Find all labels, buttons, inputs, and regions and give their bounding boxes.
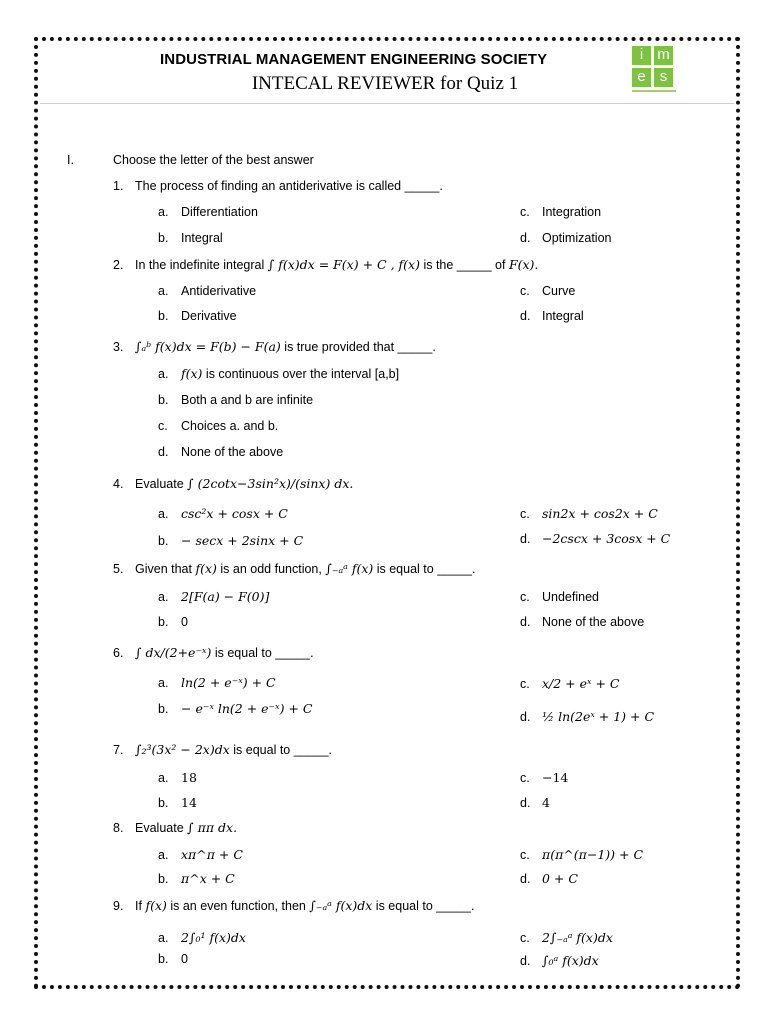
choice-letter: c. [520, 848, 530, 862]
choice-letter: a. [158, 367, 169, 381]
choice-letter: a. [158, 590, 169, 604]
choice-letter: b. [158, 534, 169, 548]
question-text [135, 257, 538, 273]
choice-letter-text: a. [158, 507, 169, 521]
choice-text: −2cscx + 3cosx + C [542, 531, 671, 546]
question-text [135, 561, 475, 577]
question-number: 7. [113, 743, 124, 757]
choice-letter: d. [520, 615, 531, 629]
question-text-part: is the _____ of [423, 258, 506, 272]
question-number: 8. [113, 821, 124, 835]
choice-letter: d. [520, 231, 531, 245]
choice-letter: a. [158, 931, 169, 945]
choice-letter: b. [158, 796, 169, 810]
choice-letter: c. [520, 771, 530, 785]
math-expression: ∫₋ₐᵃ f(x) [325, 561, 374, 576]
logo-tile: s [654, 68, 673, 87]
choice-letter: a. [158, 284, 169, 298]
choice-text: 2[F(a) − F(0)] [181, 589, 270, 604]
question-text-part: is equal to _____. [375, 899, 475, 913]
question-text-part: is equal to _____. [233, 743, 332, 757]
choice-text: π(π^(π−1)) + C [542, 847, 644, 862]
choice-letter [158, 506, 168, 522]
choice-letter: b. [158, 872, 169, 886]
choice-letter: d. [520, 532, 531, 546]
question-text-part: is an odd function, [220, 562, 322, 576]
question-number: 9. [113, 899, 124, 913]
choice-letter: d. [520, 710, 531, 724]
math-expression: ∫ (2cotx−3sin²x)/(sinx) dx. [187, 476, 354, 491]
choice-letter: d. [520, 872, 531, 886]
choice-text: 0 + C [542, 871, 578, 886]
question-text-part: is an even function, then [170, 899, 306, 913]
choice-text: Integral [181, 231, 223, 245]
choice-text: x/2 + eˣ + C [542, 676, 620, 691]
choice-text: None of the above [542, 615, 645, 629]
choice-text: ∫₀ᵃ f(x)dx [542, 953, 599, 968]
choice-letter: b. [158, 393, 169, 407]
choice-text: − secx + 2sinx + C [181, 533, 304, 548]
choice-text: ½ ln(2eˣ + 1) + C [542, 709, 655, 724]
choice-text: 14 [181, 795, 197, 810]
question-text [135, 476, 353, 492]
document-title: INTECAL REVIEWER for Quiz 1 [251, 73, 519, 94]
choice-text: Integration [542, 205, 602, 219]
choice-text: xπ^π + C [181, 847, 243, 862]
question-text-part: If [135, 899, 142, 913]
question-text-part: is equal to _____. [376, 562, 476, 576]
math-expression: ∫₂³(3x² − 2x)dx [135, 742, 230, 757]
logo-tile: e [632, 68, 651, 87]
choice-text [181, 366, 399, 382]
choice-text: Choices a. and b. [181, 419, 279, 433]
question-number: 4. [113, 477, 124, 491]
choice-text: Derivative [181, 309, 237, 323]
question-number: 5. [113, 562, 124, 576]
choice-text: sin2x + cos2x + C [542, 506, 658, 521]
choice-text: 18 [181, 770, 197, 785]
choice-letter: c. [520, 590, 530, 604]
choice-text: 0 [181, 615, 188, 629]
question-text-part: In the indefinite integral [135, 258, 265, 272]
choice-letter: b. [158, 615, 169, 629]
choice-text: Curve [542, 284, 576, 298]
choice-letter: b. [158, 952, 169, 966]
question-text-part: is true provided that _____. [284, 340, 436, 354]
choice-text: −14 [542, 770, 569, 785]
choice-text: 2∫₋ₐᵃ f(x)dx [542, 930, 613, 945]
question-number: 1. [113, 179, 124, 193]
choice-letter: c. [520, 677, 530, 691]
math-expression: ∫ dx/(2+e⁻ˣ) [135, 645, 212, 660]
question-number: 2. [113, 258, 124, 272]
logo-tile: m [654, 46, 673, 65]
choice-text: ln(2 + e⁻ˣ) + C [181, 675, 276, 690]
choice-text: 4 [542, 795, 550, 810]
choice-letter: b. [158, 231, 169, 245]
choice-letter: c. [520, 507, 530, 521]
logo-tagline [632, 90, 676, 92]
question-text-part: Given that [135, 562, 192, 576]
choice-letter: b. [158, 702, 169, 716]
question-number: 3. [113, 340, 124, 354]
choice-letter: c. [520, 205, 530, 219]
math-expression: ∫ f(x)dx = F(x) + C , f(x) [267, 257, 420, 272]
choice-text: csc²x + cosx + C [181, 506, 288, 521]
section-number: I. [67, 153, 74, 167]
choice-text: Optimization [542, 231, 612, 245]
choice-letter: c. [158, 419, 168, 433]
question-text-part: Evaluate [135, 477, 184, 491]
math-expression: ∫ₐᵇ f(x)dx = F(b) − F(a) [135, 339, 281, 354]
choice-letter: a. [158, 676, 169, 690]
choice-letter: a. [158, 848, 169, 862]
choice-text: 0 [181, 952, 188, 966]
math-expression: ∫ ππ dx. [187, 820, 238, 835]
math-expression: f(x) [195, 561, 217, 576]
choice-text: None of the above [181, 445, 284, 459]
choice-text: Antiderivative [181, 284, 257, 298]
math-expression: f(x) [181, 366, 203, 381]
choice-text: 2∫₀¹ f(x)dx [181, 930, 246, 945]
question-text [135, 742, 332, 758]
choice-letter: a. [158, 205, 169, 219]
choice-text: Integral [542, 309, 584, 323]
question-text: The process of finding an antiderivative is called _____. [135, 179, 443, 193]
question-text-part: is equal to _____. [214, 646, 314, 660]
header-divider [40, 103, 734, 104]
choice-text-part: is continuous over the interval [a,b] [205, 367, 400, 381]
section-instruction: Choose the letter of the best answer [113, 153, 314, 167]
math-expression: F(x). [508, 257, 539, 272]
choice-text: Undefined [542, 590, 599, 604]
logo-tile: i [632, 46, 651, 65]
choice-letter: d. [520, 954, 531, 968]
question-text-part: Evaluate [135, 821, 184, 835]
choice-letter: b. [158, 309, 169, 323]
question-text [135, 898, 475, 914]
choice-text: Differentiation [181, 205, 258, 219]
choice-letter: d. [158, 445, 169, 459]
organization-name: INDUSTRIAL MANAGEMENT ENGINEERING SOCIETY [160, 51, 548, 68]
choice-text: π^x + C [181, 871, 235, 886]
choice-letter: d. [520, 309, 531, 323]
question-text [135, 645, 314, 661]
imes-logo [632, 46, 676, 98]
question-number: 6. [113, 646, 124, 660]
choice-text: Both a and b are infinite [181, 393, 314, 407]
choice-letter: c. [520, 931, 530, 945]
question-text [135, 820, 237, 836]
choice-letter: c. [520, 284, 530, 298]
choice-text: − e⁻ˣ ln(2 + e⁻ˣ) + C [181, 701, 313, 716]
question-text [135, 339, 436, 355]
math-expression: ∫₋ₐᵃ f(x)dx [309, 898, 373, 913]
math-expression: f(x) [145, 898, 167, 913]
choice-letter: a. [158, 771, 169, 785]
choice-letter: d. [520, 796, 531, 810]
